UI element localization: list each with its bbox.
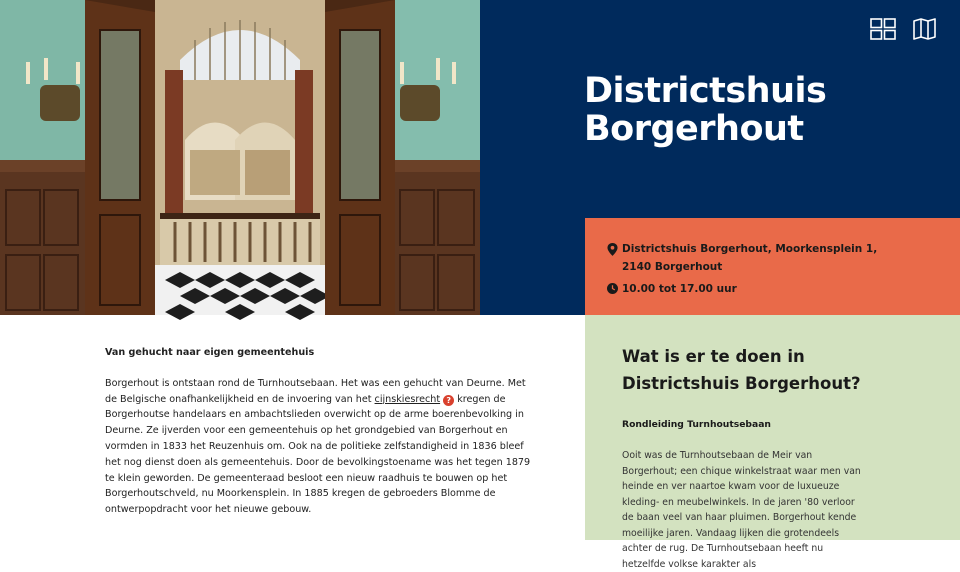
address-line1: Districtshuis Borgerhout, Moorkensplein 1, (622, 243, 878, 255)
activities-heading: Wat is er te doen in Districtshuis Borgerhout? (622, 347, 861, 393)
article-text-start: Borgerhout is ontstaan rond de Turnhoutsebaan. Het was een gehucht van Deurne. Met de Belgische onafhankelijkheid en de invoering van het (105, 377, 526, 405)
page-title-line2: Borgerhout (584, 109, 804, 149)
article-body (105, 376, 535, 518)
hours-row (607, 280, 940, 298)
info-box (585, 218, 960, 315)
clock-icon (607, 283, 618, 294)
address-line2: 2140 Borgerhout (622, 261, 723, 273)
activity-description: Ooit was de Turnhoutsebaan de Meir van Borgerhout; een chique winkelstraat waar men van heinde en ver naartoe kwam voor de luxueuze kleding- en meubelwinkels. In de jaren '80 verloor de baan veel van haar pluimen. Borgerhout kende moeilijke jaren. Vandaag lijken die grotendeels achter de rug. De Turnhoutsebaan heeft nu hetzelfde volkse karakter als (622, 450, 861, 570)
opening-hours: 10.00 tot 17.00 uur (622, 283, 737, 295)
article-heading: Van gehucht naar eigen gemeentehuis (105, 347, 315, 358)
map-icon[interactable] (912, 18, 938, 40)
hero-photo (0, 0, 480, 315)
page-title (584, 72, 826, 148)
article (105, 345, 535, 518)
address-row (607, 240, 940, 276)
article-text-end: kregen de Borgerhoutse handelaars en ambachtslieden overwicht op de arme boerenbevolking in Deurne. Ze ijverden voor een gemeentehuis op het grondgebied van Borgerhout en vormden in 1833 het Reuzenhuis om. Ook na de politieke zelfstandigheid in 1836 bleef het nog dienst doen als gemeentehuis. Door de bevolkingstoename was het tegen 1879 te klein geworden. De gemeenteraad besloot een nieuw raadhuis te bouwen op het Borgerhoutschveld, nu Moorkensplein. In 1885 kregen de gebroeders Blomme de ontwerpopdracht voor het nieuwe gebouw. (105, 393, 531, 516)
view-toolbar (870, 18, 938, 40)
address-text (622, 240, 877, 276)
grid-view-icon[interactable] (870, 18, 896, 40)
activities-panel (585, 315, 960, 570)
page-title-line1: Districtshuis (584, 71, 827, 111)
help-icon[interactable]: ? (443, 395, 454, 406)
activity-title: Rondleiding Turnhoutsebaan (622, 419, 771, 430)
cijnskiesrecht-link[interactable]: cijnskiesrecht (374, 393, 441, 405)
location-pin-icon (607, 243, 618, 256)
